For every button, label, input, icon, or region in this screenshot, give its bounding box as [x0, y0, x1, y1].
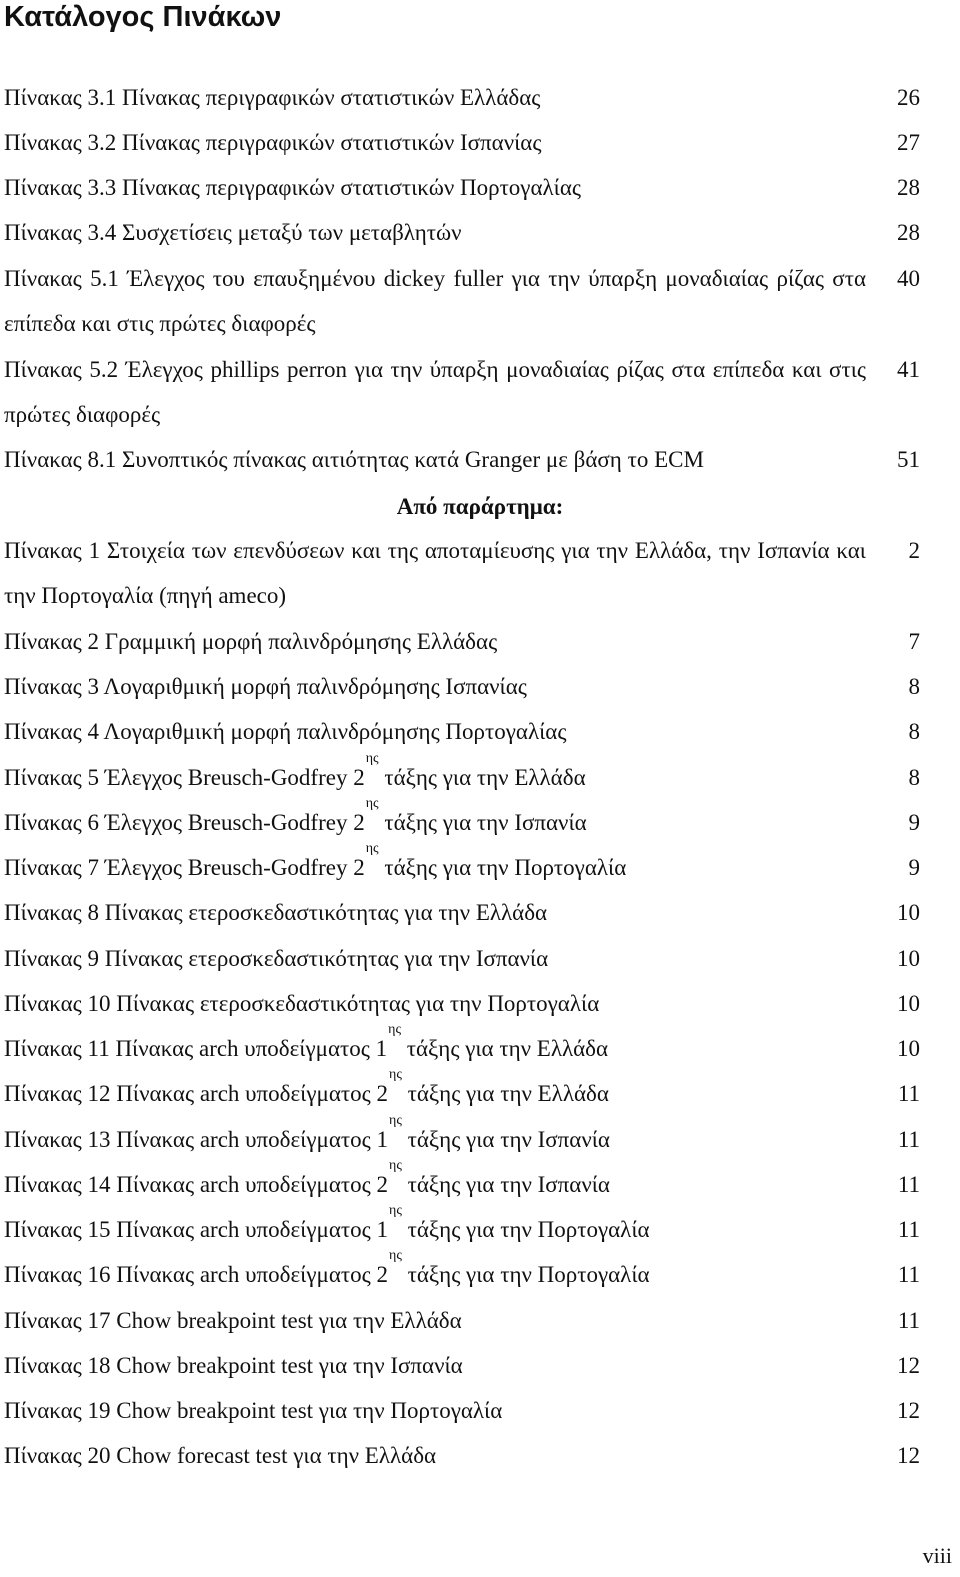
toc-entry: [4, 1113, 920, 1153]
toc-entry-page: 11: [897, 1081, 920, 1106]
toc-entry-title: [4, 165, 866, 210]
toc-entry-title: [4, 1343, 866, 1388]
page-title: Κατάλογος Πινάκων: [4, 1, 282, 33]
toc-entry: [4, 165, 920, 201]
ordinal-suffix: ης: [389, 1113, 402, 1128]
toc-entry: [4, 619, 920, 655]
toc-entry: [4, 890, 920, 926]
toc-entry-text: τάξης για την Ισπανία: [401, 1172, 610, 1197]
toc-entry-page: 11: [897, 1217, 920, 1242]
toc-entry-page: 26: [897, 85, 920, 110]
toc-entry-text: τάξης για την Πορτογαλία: [378, 855, 627, 880]
toc-entry-title: [4, 664, 866, 709]
toc-entry: [4, 120, 920, 156]
toc-entry-title: [4, 1433, 866, 1478]
toc-entry-text: Πίνακας 13 Πίνακας arch υποδείγματος 1: [4, 1127, 388, 1152]
ordinal-suffix: ης: [389, 1203, 402, 1218]
toc-entry-title: [4, 1067, 866, 1116]
toc-entry-text: Πίνακας 10 Πίνακας ετεροσκεδαστικότητας για την Πορτογαλία: [4, 991, 600, 1016]
ordinal-suffix: ης: [365, 751, 379, 766]
toc-entry-page: 10: [897, 991, 920, 1016]
toc-entry-title: [4, 981, 866, 1026]
toc-entry-text: Πίνακας 15 Πίνακας arch υποδείγματος 1: [4, 1217, 388, 1242]
ordinal-suffix: ης: [365, 841, 379, 856]
toc-entry-text: τάξης για την Πορτογαλία: [401, 1217, 650, 1242]
ordinal-suffix: ης: [389, 1158, 402, 1173]
toc-entry-title: [4, 75, 866, 120]
toc-entry-page: 11: [897, 1262, 920, 1287]
toc-entry-title: [4, 709, 866, 754]
toc-entry-page: 12: [897, 1353, 920, 1378]
toc-entry-text: Πίνακας 20 Chow forecast test για την Ελλάδα: [4, 1443, 437, 1468]
toc-entry: [4, 528, 920, 618]
toc-entry-page: 10: [897, 946, 920, 971]
toc-entry-title: [4, 1022, 866, 1071]
toc-entry-page: 11: [897, 1127, 920, 1152]
toc-entry-page: 10: [897, 1036, 920, 1061]
toc-entry-text: τάξης για την Ελλάδα: [378, 765, 586, 790]
toc-entry: [4, 709, 920, 745]
toc-entry-title: [4, 120, 866, 165]
ordinal-suffix: ης: [365, 796, 379, 811]
toc-entry: [4, 1248, 920, 1288]
toc-entry: [4, 1343, 920, 1379]
toc-entry-text: Πίνακας 8.1 Συνοπτικός πίνακας αιτιότητας κατά Granger με βάση το ECM: [4, 447, 704, 472]
toc-entry-page: 11: [897, 1172, 920, 1197]
toc-entry: [4, 1433, 920, 1469]
toc-entry-page: 9: [908, 810, 920, 835]
toc-entry: [4, 1388, 920, 1424]
toc-entry-page: 27: [897, 130, 920, 155]
toc-entry: [4, 347, 920, 437]
toc-entry: [4, 210, 920, 246]
toc-entry-title: [4, 751, 866, 800]
toc-entry-text: Πίνακας 6 Έλεγχος Breusch-Godfrey 2: [4, 810, 365, 835]
toc-entry: [4, 437, 920, 473]
toc-entry-text: Πίνακας 3 Λογαριθμική μορφή παλινδρόμησης Ισπανίας: [4, 674, 527, 699]
toc-entry-text: τάξης για την Πορτογαλία: [401, 1262, 650, 1287]
toc-entry-text: Πίνακας 11 Πίνακας arch υποδείγματος 1: [4, 1036, 388, 1061]
toc-entry-text: τάξης για την Ελλάδα: [401, 1081, 609, 1106]
toc-entry-title: [4, 437, 866, 482]
toc-entry-title: [4, 1388, 866, 1433]
appendix-heading: Από παράρτημα:: [396, 494, 564, 519]
toc-entry-page: 40: [897, 266, 920, 291]
toc-entry-title: Πίνακας 5.1 Έλεγχος του επαυξημένου dickey fuller για την ύπαρξη μοναδιαίας ρίζας στα επίπεδα και στις πρώτες διαφορές: [4, 266, 866, 337]
toc-entry-page: 2: [908, 538, 920, 563]
toc-entry-page: 9: [908, 855, 920, 880]
toc-entry-title: Πίνακας 5.2 Έλεγχος phillips perron για την ύπαρξη μοναδιαίας ρίζας στα επίπεδα και στις πρώτες διαφορές: [4, 357, 866, 428]
toc-entry-text: Πίνακας 14 Πίνακας arch υποδείγματος 2: [4, 1172, 388, 1197]
toc-entry-title: [4, 1203, 866, 1252]
toc-entry-page: 28: [897, 175, 920, 200]
toc-entry: [4, 664, 920, 700]
toc-entry-text: τάξης για την Ισπανία: [378, 810, 587, 835]
toc-entry-text: Πίνακας 2 Γραμμική μορφή παλινδρόμησης Ελλάδας: [4, 629, 498, 654]
toc-entry-page: 28: [897, 220, 920, 245]
toc-entry-text: τάξης για την Ισπανία: [401, 1127, 610, 1152]
toc-entry-text: Πίνακας 3.3 Πίνακας περιγραφικών στατιστικών Πορτογαλίας: [4, 175, 582, 200]
toc-entry-page: 8: [908, 674, 920, 699]
toc-entry-page: 12: [897, 1443, 920, 1468]
toc-entry-page: 7: [908, 629, 920, 654]
toc-entry-page: 8: [908, 765, 920, 790]
toc-entry: [4, 841, 920, 881]
toc-entry: [4, 936, 920, 972]
toc-entry-page: 51: [897, 447, 920, 472]
toc-entry: [4, 1067, 920, 1107]
ordinal-suffix: ης: [389, 1248, 402, 1263]
toc-entry-text: Πίνακας 17 Chow breakpoint test για την Ελλάδα: [4, 1308, 462, 1333]
toc-entry-text: Πίνακας 19 Chow breakpoint test για την Πορτογαλία: [4, 1398, 503, 1423]
toc-entry-text: Πίνακας 4 Λογαριθμική μορφή παλινδρόμησης Πορτογαλίας: [4, 719, 567, 744]
toc-entry-title: [4, 1298, 866, 1343]
toc-entry: [4, 1298, 920, 1334]
toc-entry-title: [4, 936, 866, 981]
toc-entry-title: [4, 619, 866, 664]
toc-entry: [4, 981, 920, 1017]
toc-entry: [4, 75, 920, 111]
toc-entry-page: 10: [897, 900, 920, 925]
toc-entry-text: Πίνακας 7 Έλεγχος Breusch-Godfrey 2: [4, 855, 365, 880]
ordinal-suffix: ης: [388, 1022, 402, 1037]
toc-entry-text: Πίνακας 3.2 Πίνακας περιγραφικών στατιστικών Ισπανίας: [4, 130, 542, 155]
toc-entry-text: Πίνακας 18 Chow breakpoint test για την Ισπανία: [4, 1353, 463, 1378]
toc-entry-title: [4, 796, 866, 845]
toc-entry-title: Πίνακας 1 Στοιχεία των επενδύσεων και της αποταμίευσης για την Ελλάδα, την Ισπανία και την Πορτογαλία (πηγή ameco): [4, 538, 866, 609]
toc-entry-page: 41: [897, 357, 920, 382]
ordinal-suffix: ης: [389, 1067, 402, 1082]
toc-entry: [4, 256, 920, 346]
toc-entry-text: Πίνακας 3.4 Συσχετίσεις μεταξύ των μεταβλητών: [4, 220, 462, 245]
toc-entry-text: Πίνακας 16 Πίνακας arch υποδείγματος 2: [4, 1262, 388, 1287]
toc-entry-title: [4, 210, 866, 255]
toc-entry-page: 12: [897, 1398, 920, 1423]
toc-entry: [4, 1203, 920, 1243]
toc-entry-text: Πίνακας 12 Πίνακας arch υποδείγματος 2: [4, 1081, 388, 1106]
toc-entry-text: τάξης για την Ελλάδα: [401, 1036, 609, 1061]
toc-entry-text: Πίνακας 8 Πίνακας ετεροσκεδαστικότητας για την Ελλάδα: [4, 900, 548, 925]
toc-entry-text: Πίνακας 9 Πίνακας ετεροσκεδαστικότητας για την Ισπανία: [4, 946, 549, 971]
toc-entry: [4, 796, 920, 836]
toc-entry-page: 8: [908, 719, 920, 744]
toc-entry-title: [4, 1158, 866, 1207]
toc-entry-text: Πίνακας 3.1 Πίνακας περιγραφικών στατιστικών Ελλάδας: [4, 85, 541, 110]
toc-entry-page: 11: [897, 1308, 920, 1333]
toc-entry: [4, 1158, 920, 1198]
toc-entry-title: [4, 841, 866, 890]
toc-entry: [4, 1022, 920, 1062]
page-number: viii: [922, 1543, 952, 1568]
toc-entry-title: [4, 1248, 866, 1297]
toc-entry-title: [4, 1113, 866, 1162]
toc-entry: [4, 751, 920, 791]
toc-entry-title: [4, 890, 866, 935]
toc-entry-text: Πίνακας 5 Έλεγχος Breusch-Godfrey 2: [4, 765, 365, 790]
